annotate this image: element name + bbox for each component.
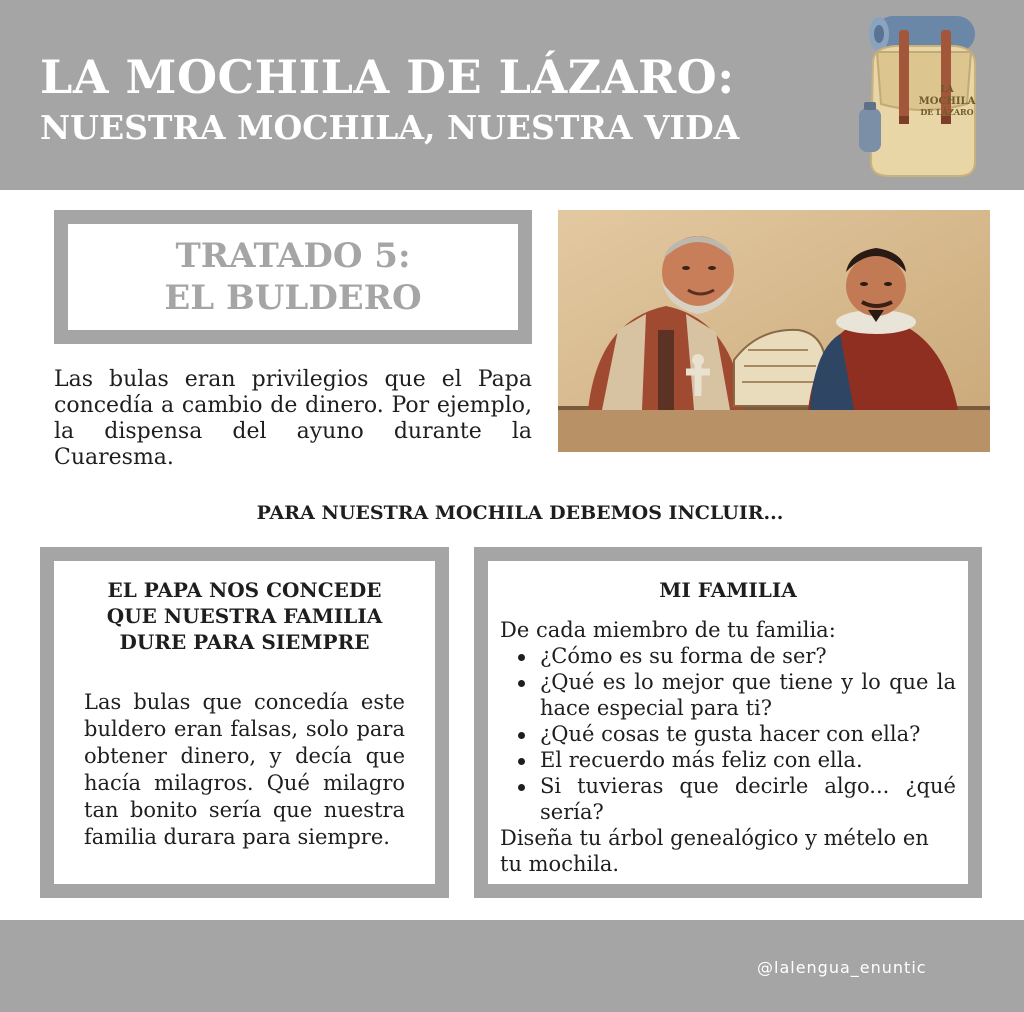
intro-paragraph: Las bulas eran privilegios que el Papa concedía a cambio de dinero. Por ejemplo, la dispensa del ayuno durante la Cuaresma. (54, 367, 532, 470)
list-item: El recuerdo más feliz con ella. (500, 747, 956, 773)
header-band (0, 0, 1024, 190)
tratado-name: EL BULDERO (164, 278, 422, 318)
card-title: MI FAMILIA (659, 578, 797, 602)
card-mi-familia (474, 547, 982, 898)
list-item: ¿Qué es lo mejor que tiene y lo que la hace especial para ti? (500, 669, 956, 721)
footer-band (0, 920, 1024, 1012)
logo-text-3: DE LÁZARO (920, 107, 974, 117)
page-subtitle: NUESTRA MOCHILA, NUESTRA VIDA (40, 108, 740, 147)
logo-text-1: LA (940, 85, 954, 95)
tratado-number: TRATADO 5: (175, 236, 411, 276)
card-title-line-2: QUE NUESTRA FAMILIA (106, 604, 383, 628)
card-footer-text: Diseña tu árbol genealógico y mételo en tu mochila. (500, 826, 929, 876)
list-item: ¿Cómo es su forma de ser? (500, 643, 956, 669)
card-body: Las bulas que concedía este buldero eran falsas, solo para obtener dinero, y decía que hacía milagros. Qué milagro tan bonito sería que nuestra familia durara para siempre. (84, 690, 405, 849)
card-title-line-1: EL PAPA NOS CONCEDE (107, 578, 382, 602)
page-title: LA MOCHILA DE LÁZARO: (40, 50, 735, 104)
list-item: ¿Qué cosas te gusta hacer con ella? (500, 721, 956, 747)
card-family-forever-inner (54, 561, 435, 884)
question-list (500, 643, 956, 825)
logo-text-2: MOCHILA (918, 96, 976, 107)
card-mi-familia-inner (488, 561, 968, 884)
tratado-box-inner (68, 224, 518, 330)
tratado-box (54, 210, 532, 344)
social-handle: @lalengua_enuntic (757, 958, 927, 977)
backpack-icon (855, 12, 990, 182)
card-family-forever (40, 547, 449, 898)
list-item: Si tuvieras que decirle algo... ¿qué sería? (500, 773, 956, 825)
card-title-line-3: DURE PARA SIEMPRE (119, 630, 370, 654)
section-heading: PARA NUESTRA MOCHILA DEBEMOS INCLUIR... (256, 502, 784, 524)
card-lead: De cada miembro de tu familia: (500, 618, 836, 642)
buldero-illustration (558, 210, 990, 452)
